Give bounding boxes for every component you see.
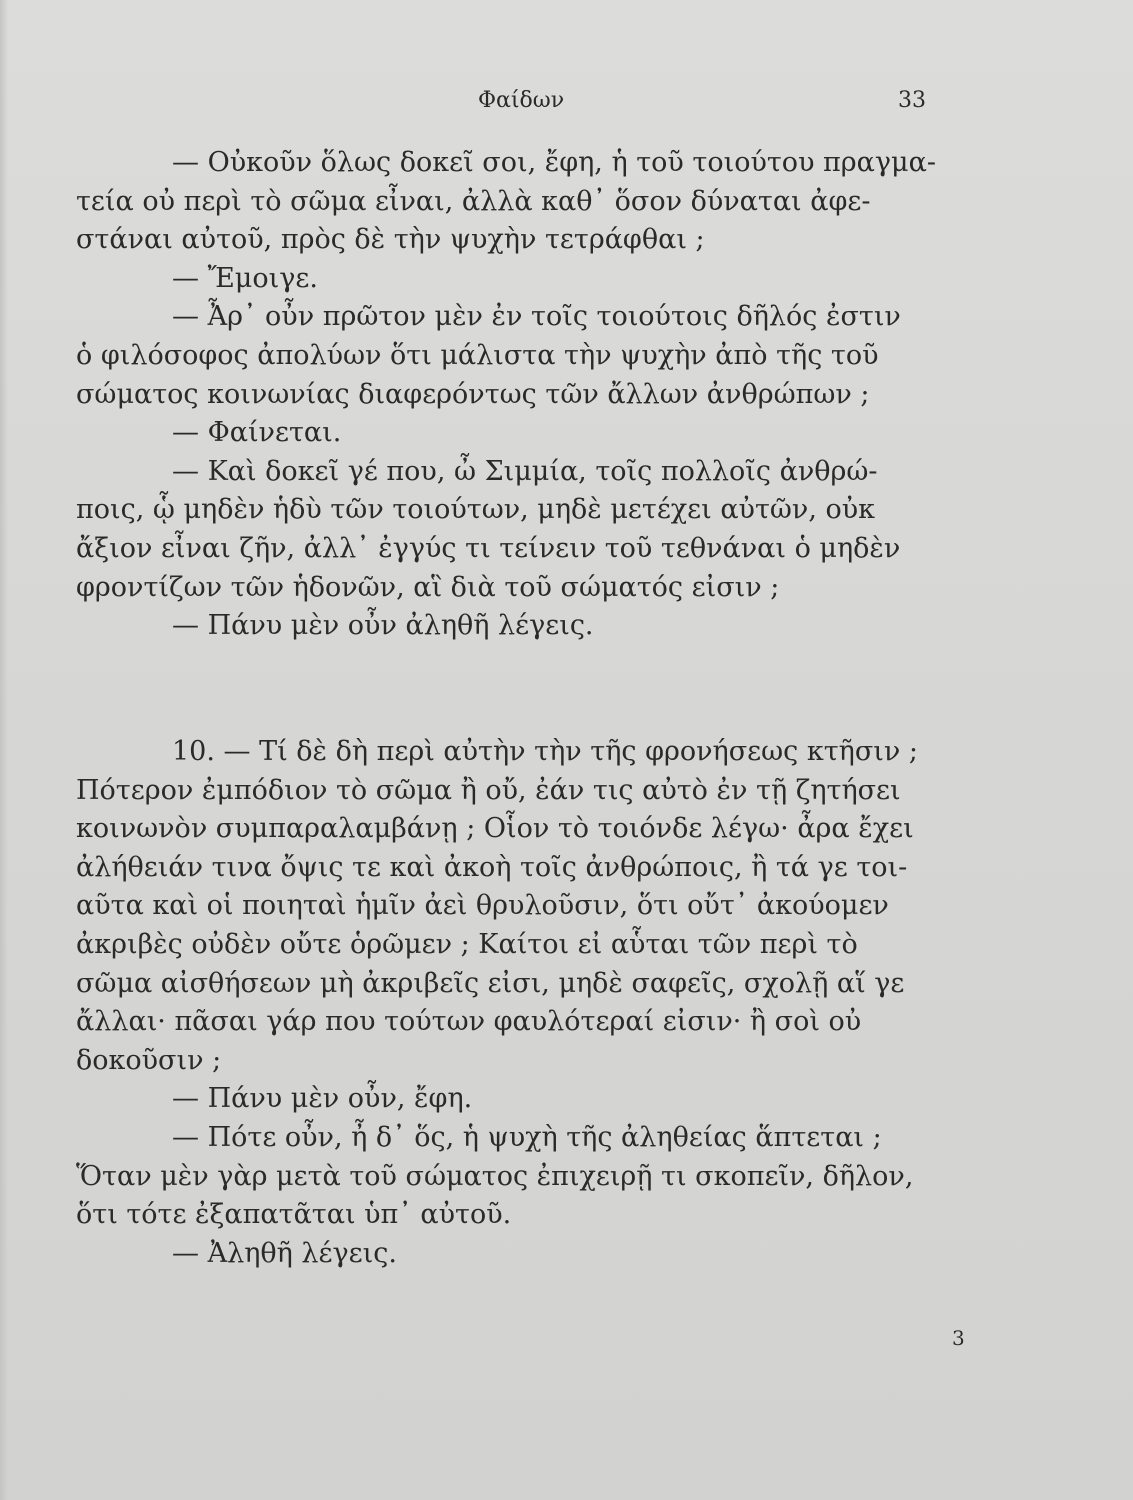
- text-line: — Φαίνεται.: [172, 417, 342, 449]
- text-line: — Ἆρ᾽ οὖν πρῶτον μὲν ἐν τοῖς τοιούτοις δῆλός ἐστιν: [172, 301, 901, 333]
- text-line: ὅτι τότε ἐξαπατᾶται ὑπ᾽ αὐτοῦ.: [76, 1199, 512, 1231]
- text-line: ὁ φιλόσοφος ἀπολύων ὅτι μάλιστα τὴν ψυχὴν ἀπὸ τῆς τοῦ: [76, 339, 879, 371]
- text-line: στάναι αὐτοῦ, πρὸς δὲ τὴν ψυχὴν τετράφθαι ;: [76, 224, 705, 256]
- text-line: ἀκριβὲς οὐδὲν οὔτε ὁρῶμεν ; Καίτοι εἰ αὗται τῶν περὶ τὸ: [76, 928, 858, 960]
- page-number: 33: [898, 88, 926, 113]
- text-line: ἄλλαι· πᾶσαι γάρ που τούτων φαυλότεραί εἰσιν· ἢ σοὶ οὐ: [76, 1006, 862, 1038]
- text-line: σώματος κοινωνίας διαφερόντως τῶν ἄλλων ἀνθρώπων ;: [76, 378, 870, 410]
- text-line: — Ἔμοιγε.: [172, 262, 318, 294]
- text-line: τεία οὐ περὶ τὸ σῶμα εἶναι, ἀλλὰ καθ᾽ ὅσον δύναται ἀφε-: [76, 185, 871, 217]
- text-line: ποις, ᾧ μηδὲν ἡδὺ τῶν τοιούτων, μηδὲ μετέχει αὐτῶν, οὐκ: [76, 494, 876, 526]
- text-line: — Ἀληθῆ λέγεις.: [172, 1237, 397, 1269]
- text-line: — Πάνυ μὲν οὖν ἀληθῆ λέγεις.: [172, 610, 594, 642]
- text-line: κοινωνὸν συμπαραλαμβάνῃ ; Οἷον τὸ τοιόνδε λέγω· ἆρα ἔχει: [76, 813, 914, 845]
- text-line: δοκοῦσιν ;: [76, 1044, 222, 1076]
- text-line: Ὅταν μὲν γὰρ μετὰ τοῦ σώματος ἐπιχειρῇ τι σκοπεῖν, δῆλον,: [76, 1160, 914, 1192]
- text-line: — Οὐκοῦν ὅλως δοκεῖ σοι, ἔφη, ἡ τοῦ τοιούτου πραγμα-: [172, 147, 936, 178]
- text-block-dialogue-1: [76, 144, 976, 646]
- text-line: αῦτα καὶ οἱ ποιηταὶ ἡμῖν ἀεὶ θρυλοῦσιν, ὅτι οὔτ᾽ ἀκούομεν: [76, 890, 889, 922]
- text-line: σῶμα αἰσθήσεων μὴ ἀκριβεῖς εἰσι, μηδὲ σαφεῖς, σχολῇ αἵ γε: [76, 967, 905, 999]
- running-title: Φαίδων: [478, 88, 565, 113]
- text-line: — Καὶ δοκεῖ γέ που, ὦ Σιμμία, τοῖς πολλοῖς ἀνθρώ-: [172, 455, 878, 487]
- page-edge-shadow: [0, 0, 8, 1500]
- running-head: [0, 82, 1133, 118]
- text-line: — Πάνυ μὲν οὖν, ἔφη.: [172, 1083, 473, 1115]
- text-line: ἄξιον εἶναι ζῆν, ἀλλ᾽ ἐγγύς τι τείνειν τοῦ τεθνάναι ὁ μηδὲν: [76, 532, 901, 564]
- text-line: Πότερον ἐμπόδιον τὸ σῶμα ἢ οὔ, ἐάν τις αὐτὸ ἐν τῇ ζητήσει: [76, 774, 901, 806]
- text-line: 10. — Τί δὲ δὴ περὶ αὐτὴν τὴν τῆς φρονήσεως κτῆσιν ;: [172, 736, 918, 767]
- text-line: ἀλήθειάν τινα ὄψις τε καὶ ἀκοὴ τοῖς ἀνθρώποις, ἢ τά γε τοι-: [76, 851, 908, 883]
- text-block-section-10: [76, 733, 976, 1273]
- printer-signature-mark: 3: [952, 1326, 965, 1350]
- text-line: — Πότε οὖν, ἦ δ᾽ ὅς, ἡ ψυχὴ τῆς ἀληθείας ἅπτεται ;: [172, 1121, 882, 1153]
- text-line: φροντίζων τῶν ἡδονῶν, αἳ διὰ τοῦ σώματός εἰσιν ;: [76, 571, 780, 603]
